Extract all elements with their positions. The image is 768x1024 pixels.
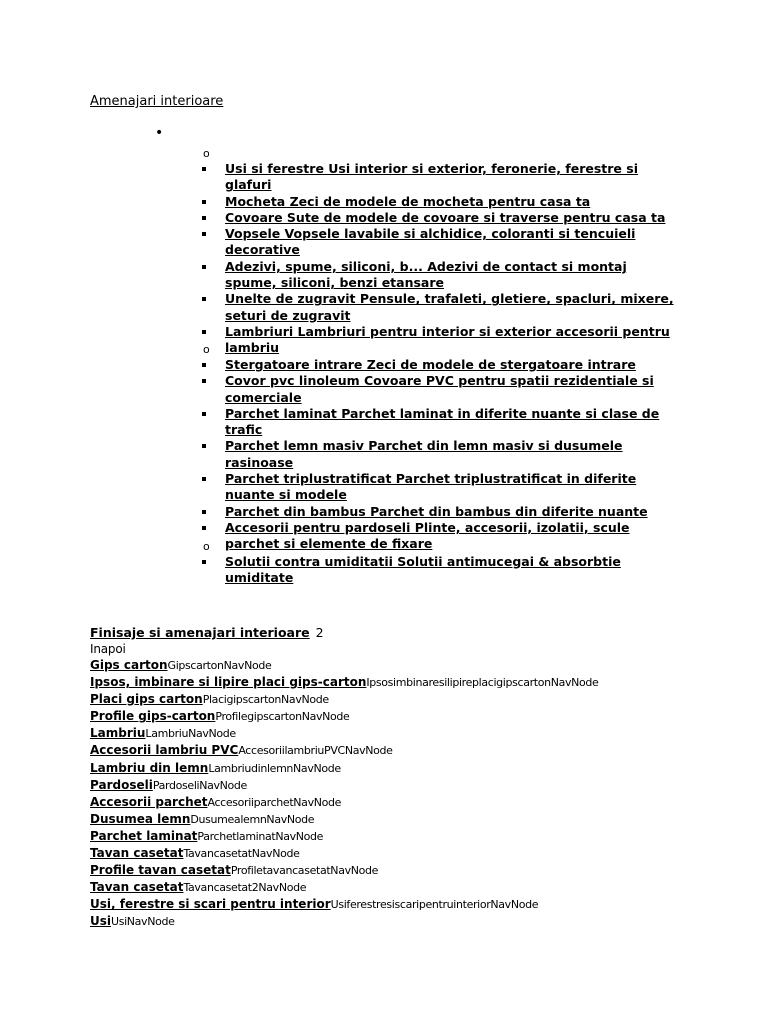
bullet-marker: • — [155, 125, 164, 141]
nav-node-text: PlacigipscartonNavNode — [202, 693, 329, 707]
nav-link[interactable]: Tavan casetat — [90, 880, 184, 895]
nav-node-text: ProfiletavancasetatNavNode — [230, 864, 379, 878]
section-count: 2 — [315, 625, 324, 640]
nav-row — [90, 845, 730, 862]
list-item[interactable] — [202, 291, 682, 324]
nav-link[interactable]: Usi, ferestre si scari pentru interior — [90, 897, 331, 912]
nav-link[interactable]: Profile gips-carton — [90, 709, 216, 724]
square-bullet-icon — [202, 477, 206, 481]
nav-row — [90, 708, 730, 725]
square-bullet-icon — [202, 232, 206, 236]
nav-row — [90, 913, 730, 930]
nav-link[interactable]: Accesorii parchet — [90, 794, 208, 809]
list-item[interactable] — [202, 438, 682, 471]
nav-link[interactable]: Placi gips carton — [90, 692, 203, 707]
finisaje-title-link[interactable]: Finisaje si amenajari interioare — [90, 625, 310, 640]
square-bullet-icon — [202, 330, 206, 334]
square-bullet-icon — [202, 167, 206, 171]
nav-node-text: ParchetlaminatNavNode — [197, 829, 324, 843]
nav-row — [90, 828, 730, 845]
mocheta-link[interactable]: Mocheta Zeci de modele de mocheta pentru casa ta — [225, 193, 591, 209]
nav-link[interactable]: Tavan casetat — [90, 846, 184, 861]
usi-si-ferestre-link[interactable]: Usi si ferestre Usi interior si exterior, feronerie, ferestre si glafuri — [225, 161, 638, 193]
square-bullet-icon — [202, 379, 206, 383]
nav-link[interactable]: Usi — [90, 914, 111, 929]
nav-node-text: AccesoriiparchetNavNode — [207, 795, 342, 809]
covoare-link[interactable]: Covoare Sute de modele de covoare si traverse pentru casa ta — [225, 209, 666, 225]
nav-node-text: DusumealemnNavNode — [190, 812, 315, 826]
nav-row — [90, 794, 730, 811]
list-item[interactable] — [202, 210, 682, 226]
amenajari-interioare-link[interactable]: Amenajari interioare — [90, 94, 224, 109]
nav-row — [90, 896, 730, 913]
nav-row — [90, 674, 730, 691]
list-item[interactable] — [202, 504, 682, 520]
nav-node-text: LambriudinlemnNavNode — [208, 761, 341, 775]
adezivi-link[interactable]: Adezivi, spume, siliconi, b... Adezivi de contact si montaj spume, siliconi, benzi etansare — [225, 258, 627, 291]
nav-row — [90, 862, 730, 879]
list-item[interactable] — [202, 406, 682, 439]
square-bullet-icon — [202, 363, 206, 367]
list-item[interactable] — [202, 226, 682, 259]
square-bullet-icon — [202, 444, 206, 448]
nav-link[interactable]: Dusumea lemn — [90, 811, 191, 826]
subgroup-marker-2: o — [203, 343, 210, 356]
nav-row — [90, 742, 730, 759]
nav-node-text: GipscartonNavNode — [167, 659, 272, 672]
nav-row — [90, 777, 730, 794]
square-bullet-icon — [202, 526, 206, 530]
nav-node-text: IpsosimbinaresilipireplacigipscartonNavNode — [366, 676, 599, 690]
nav-link[interactable]: Pardoseli — [90, 777, 153, 792]
list-item[interactable] — [202, 471, 682, 504]
nav-row — [90, 760, 730, 777]
square-bullet-icon — [202, 265, 206, 269]
list-item[interactable] — [202, 373, 682, 406]
nav-link[interactable]: Ipsos, imbinare si lipire placi gips-carton — [90, 675, 367, 690]
nav-row — [90, 691, 730, 708]
list-item[interactable] — [202, 554, 682, 587]
nav-link[interactable]: Gips carton — [90, 658, 168, 672]
menu-group-1 — [202, 161, 682, 357]
nav-node-text: LambriuNavNode — [145, 727, 236, 741]
square-bullet-icon — [202, 200, 206, 204]
nav-node-text: UsiferestresiscaripentruinteriorNavNode — [330, 898, 539, 912]
nav-node-text: AccesoriilambriuPVCNavNode — [238, 744, 393, 758]
vopsele-link[interactable]: Vopsele Vopsele lavabile si alchidice, coloranti si tencuieli decorative — [225, 226, 636, 258]
list-item[interactable] — [202, 194, 682, 210]
nav-row — [90, 811, 730, 828]
nav-row — [90, 657, 730, 674]
back-link[interactable]: Inapoi — [90, 642, 126, 656]
square-bullet-icon — [202, 216, 206, 220]
nav-node-text: ProfilegipscartonNavNode — [215, 710, 350, 724]
lambriuri-link[interactable]: Lambriuri Lambriuri pentru interior si exterior accesorii pentru lambriu — [225, 323, 670, 356]
list-item[interactable] — [202, 357, 682, 373]
nav-node-text: Tavancasetat2NavNode — [183, 881, 307, 895]
nav-node-text: PardoseliNavNode — [152, 778, 247, 792]
subgroup-marker-1: o — [203, 147, 210, 160]
nav-link[interactable]: Parchet laminat — [90, 828, 198, 843]
list-item[interactable] — [202, 324, 682, 357]
subgroup-marker-3: o — [203, 540, 210, 553]
parchet-lemn-masiv-link[interactable]: Parchet lemn masiv Parchet din lemn masiv si dusumele rasinoase — [225, 438, 623, 470]
parchet-triplustratificat-link[interactable]: Parchet triplustratificat Parchet triplustratificat in diferite nuante si modele — [225, 471, 637, 503]
nav-node-text: UsiNavNode — [111, 915, 175, 929]
covor-pvc-linoleum-link[interactable]: Covor pvc linoleum Covoare PVC pentru spatii rezidentiale si comerciale — [225, 373, 654, 405]
nav-link[interactable]: Lambriu din lemn — [90, 760, 209, 775]
square-bullet-icon — [202, 510, 206, 514]
nav-link[interactable]: Profile tavan casetat — [90, 863, 231, 878]
parchet-laminat-link[interactable]: Parchet laminat Parchet laminat in diferite nuante si clase de trafic — [225, 405, 660, 438]
section-title — [90, 624, 730, 641]
square-bullet-icon — [202, 560, 206, 564]
nav-row — [90, 879, 730, 896]
finisaje-nav-section — [90, 624, 730, 931]
square-bullet-icon — [202, 412, 206, 416]
accesorii-pardoseli-link[interactable]: Accesorii pentru pardoseli Plinte, accesorii, izolatii, scule parchet si elemente de fixare — [225, 519, 630, 552]
list-item[interactable] — [202, 520, 682, 553]
unelte-de-zugravit-link[interactable]: Unelte de zugravit Pensule, trafaleti, gletiere, spacluri, mixere, seturi de zugravit — [225, 291, 674, 323]
menu-group-2 — [202, 357, 682, 553]
nav-link[interactable]: Accesorii lambriu PVC — [90, 743, 239, 758]
square-bullet-icon — [202, 297, 206, 301]
parchet-din-bambus-link[interactable]: Parchet din bambus Parchet din bambus din diferite nuante — [225, 503, 648, 519]
nav-node-text: TavancasetatNavNode — [183, 847, 300, 861]
nav-row — [90, 725, 730, 742]
list-item[interactable] — [202, 161, 682, 194]
nav-link[interactable]: Lambriu — [90, 726, 146, 741]
stergatoare-intrare-link[interactable]: Stergatoare intrare Zeci de modele de stergatoare intrare — [225, 357, 636, 372]
solutii-contra-umiditatii-link[interactable]: Solutii contra umiditatii Solutii antimucegai & absorbtie umiditate — [225, 554, 621, 586]
menu-group-3 — [202, 554, 682, 587]
list-item[interactable] — [202, 259, 682, 292]
